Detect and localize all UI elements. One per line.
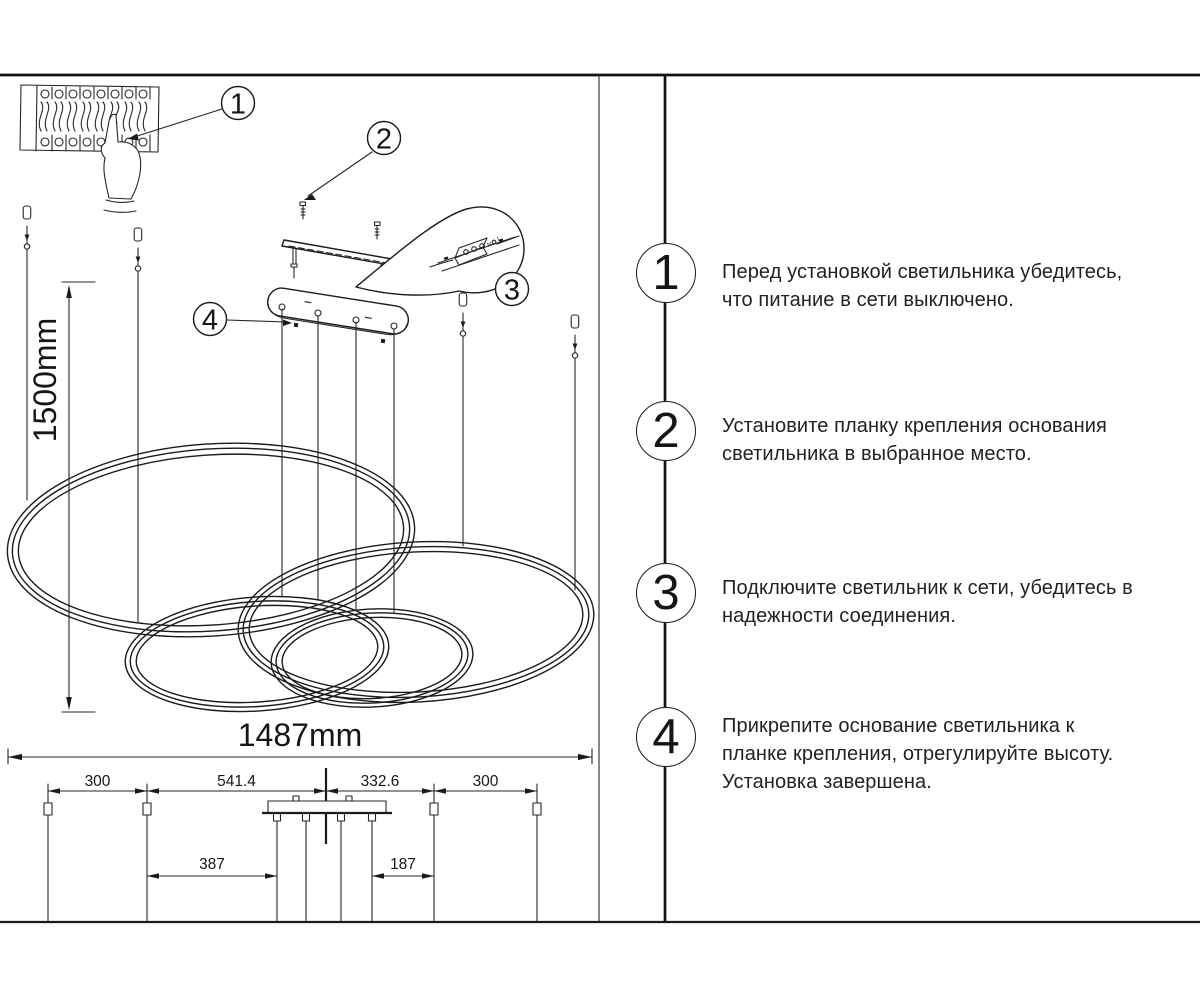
callout-2 <box>304 122 401 201</box>
step-1-badge <box>636 243 696 303</box>
callout-3-number: 3 <box>503 274 521 307</box>
height-dimension-label: 1500mm <box>27 317 63 443</box>
step-1-number: 1 <box>652 245 680 300</box>
callout-3 <box>496 273 529 307</box>
seg3-label: 332.6 <box>360 773 400 790</box>
callout-1-number: 1 <box>229 88 247 121</box>
step-1-text <box>722 258 1170 314</box>
bar-screw-left <box>291 264 297 278</box>
mounting-exploded-view <box>194 122 529 344</box>
spacing-schematic <box>8 717 592 921</box>
ceiling-screw-left <box>300 202 306 219</box>
callout-4-number: 4 <box>201 304 219 337</box>
step-4-line-1: Прикрепите основание светильника к <box>722 715 1075 737</box>
led-rings <box>1 430 598 720</box>
breaker-toggles <box>39 102 146 131</box>
outer-cable-grippers <box>44 798 541 921</box>
step-4-badge <box>636 707 696 767</box>
height-dimension <box>27 282 95 712</box>
breaker-panel-sketch <box>20 85 255 212</box>
step-2-number: 2 <box>652 403 680 458</box>
step-3-line-1: Подключите светильник к сети, убедитесь в <box>722 577 1133 599</box>
left-offset-label: 387 <box>199 856 225 873</box>
step-2-text <box>722 412 1170 468</box>
step-4-line-2: планке крепления, отрегулируйте высоту. <box>722 743 1114 765</box>
step-1-line-2: что питание в сети выключено. <box>722 289 1014 311</box>
step-3-text <box>722 574 1170 630</box>
step-4-line-3: Установка завершена. <box>722 771 932 793</box>
step-3-line-2: надежности соединения. <box>722 605 957 627</box>
canopy-base <box>265 286 410 343</box>
offset-dimensions <box>147 856 434 879</box>
right-offset-label: 187 <box>390 856 416 873</box>
cable-fitting-3 <box>459 293 467 546</box>
seg1-label: 300 <box>84 773 111 790</box>
step-2-line-2: светильника в выбранное место. <box>722 443 1032 465</box>
cable-fitting-2 <box>134 228 142 622</box>
step-1-line-1: Перед установкой светильника убедитесь, <box>722 261 1123 283</box>
step-4-number: 4 <box>652 709 680 764</box>
seg4-label: 300 <box>472 773 499 790</box>
step-3-badge <box>636 563 696 623</box>
breaker-separators <box>52 87 150 151</box>
step-4-text <box>722 712 1170 796</box>
step-2-badge <box>636 401 696 461</box>
step-2-line-1: Установите планку крепления основания <box>722 415 1107 437</box>
terminal-label-n: N <box>486 241 493 249</box>
seg2-label: 541.4 <box>217 773 256 790</box>
pointing-hand <box>101 114 140 212</box>
callout-2-number: 2 <box>375 123 393 156</box>
cable-fitting-4 <box>571 315 579 590</box>
ceiling-screw-right <box>375 222 381 239</box>
total-width-label: 1487mm <box>237 717 363 753</box>
segment-dimensions <box>48 773 537 798</box>
terminal-label-l: L <box>496 236 502 243</box>
step-3-number: 3 <box>652 565 680 620</box>
